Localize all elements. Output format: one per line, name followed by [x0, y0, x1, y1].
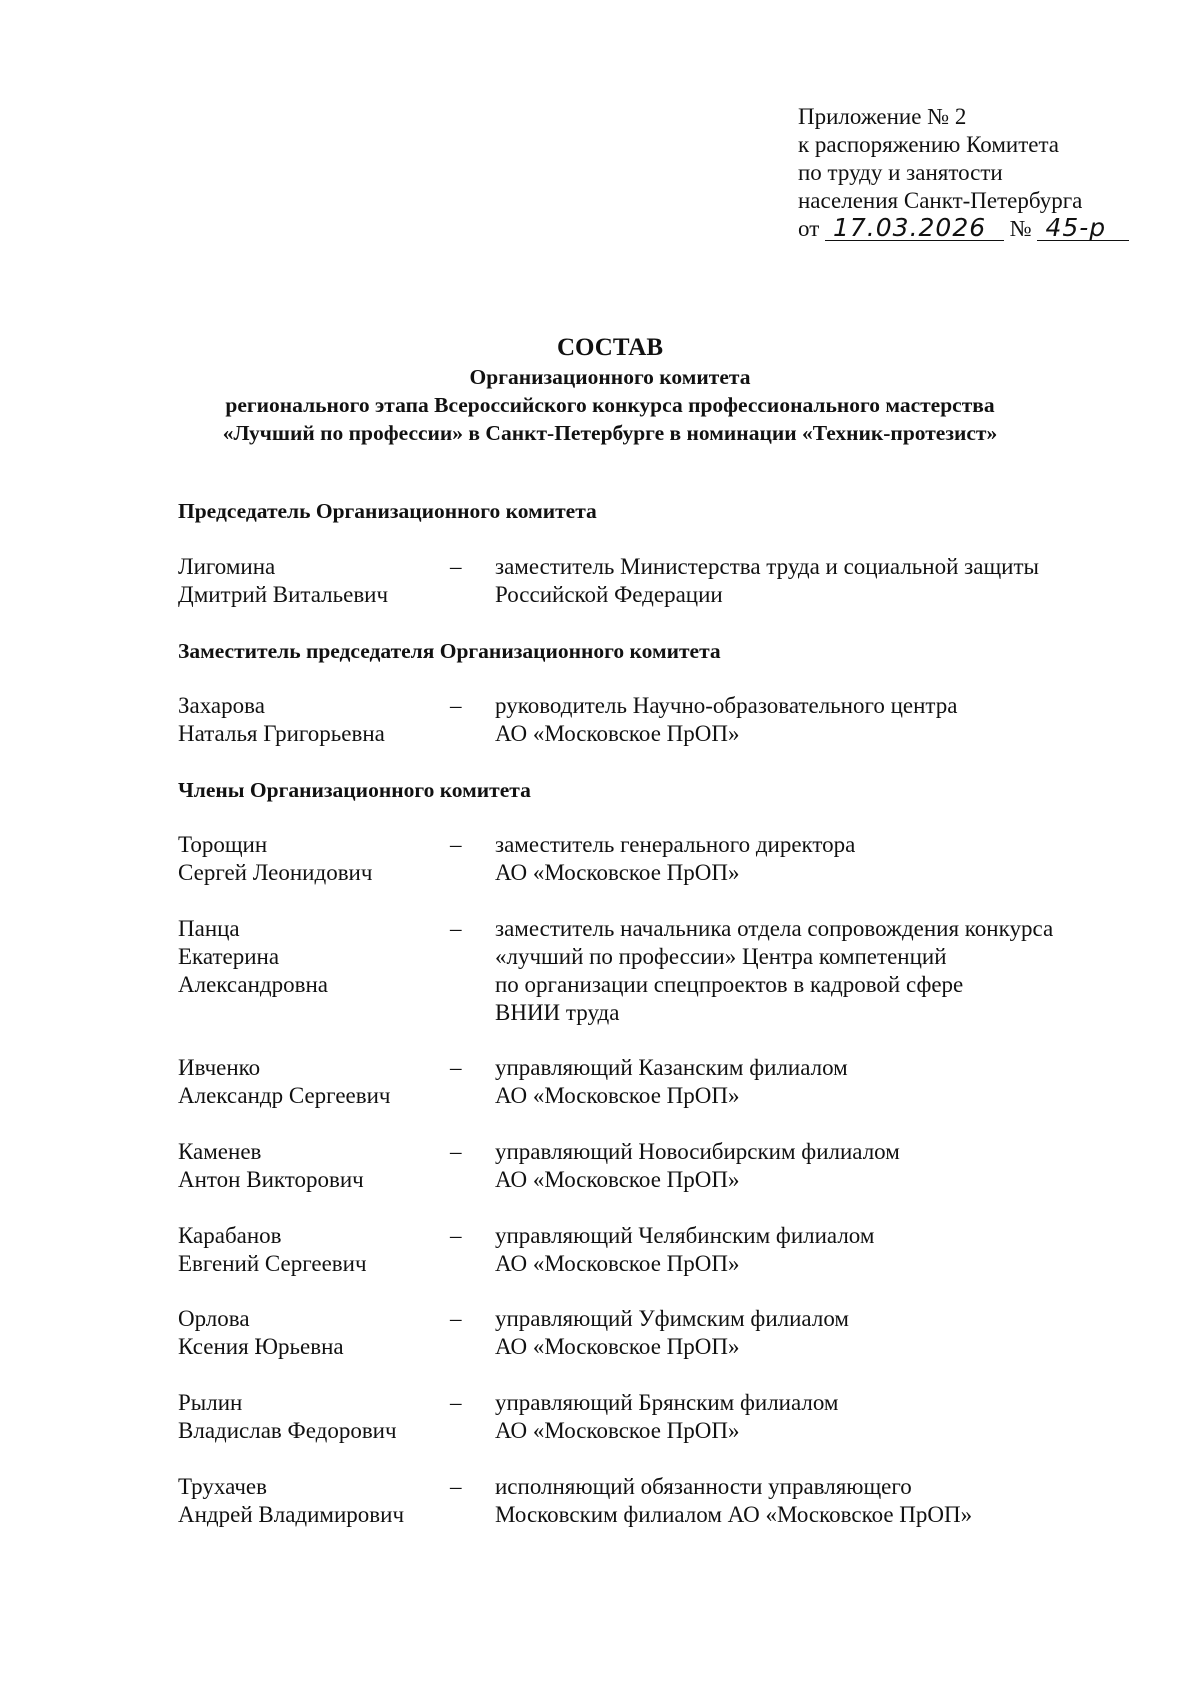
appendix-line: населения Санкт-Петербурга — [798, 188, 1083, 213]
member-position: исполняющий обязанности управляющего Московским филиалом АО «Московское ПрОП» — [495, 1474, 973, 1527]
number-prefix: № — [1009, 216, 1032, 241]
subtitle-line: «Лучший по профессии» в Санкт-Петербурге в номинации «Техник-протезист» — [222, 421, 998, 445]
appendix-line: по труду и занятости — [798, 160, 1003, 185]
member-name: Ивченко Александр Сергеевич — [178, 1055, 391, 1108]
section-title-chairman: Председатель Организационного комитета — [178, 499, 597, 523]
member-position: управляющий Челябинским филиалом АО «Московское ПрОП» — [495, 1223, 875, 1276]
separator-dash: – — [450, 1390, 462, 1415]
member-name: Торощин Сергей Леонидович — [178, 832, 373, 885]
separator-dash: – — [450, 693, 462, 718]
date-prefix: от — [798, 216, 820, 241]
appendix-line: Приложение № 2 — [798, 104, 967, 129]
member-name: Каменев Антон Викторович — [178, 1139, 364, 1192]
member-name: Лигомина Дмитрий Витальевич — [178, 554, 389, 607]
section-title-members: Члены Организационного комитета — [178, 778, 531, 802]
member-position: управляющий Брянским филиалом АО «Московское ПрОП» — [495, 1390, 839, 1443]
document-title: СОСТАВ — [556, 334, 664, 361]
handwritten-date: 17.03.2026 — [825, 216, 1004, 241]
separator-dash: – — [450, 1139, 462, 1164]
member-position: управляющий Новосибирским филиалом АО «Московское ПрОП» — [495, 1139, 900, 1192]
subtitle-line: Организационного комитета — [469, 365, 751, 389]
member-name: Трухачев Андрей Владимирович — [178, 1474, 405, 1527]
member-position: заместитель Министерства труда и социальной защиты Российской Федерации — [495, 554, 1039, 607]
document-subtitle — [150, 363, 1070, 447]
member-position: управляющий Уфимским филиалом АО «Московское ПрОП» — [495, 1306, 849, 1359]
member-name: Захарова Наталья Григорьевна — [178, 693, 385, 746]
separator-dash: – — [450, 554, 462, 579]
member-name: Орлова Ксения Юрьевна — [178, 1306, 344, 1359]
separator-dash: – — [450, 1055, 462, 1080]
separator-dash: – — [450, 916, 462, 941]
separator-dash: – — [450, 1474, 462, 1499]
member-name: Карабанов Евгений Сергеевич — [178, 1223, 367, 1276]
appendix-date-line — [798, 215, 1158, 245]
separator-dash: – — [450, 1306, 462, 1331]
appendix-block — [798, 103, 1158, 245]
member-position: руководитель Научно-образовательного центра АО «Московское ПрОП» — [495, 693, 958, 746]
separator-dash: – — [450, 832, 462, 857]
subtitle-line: регионального этапа Всероссийского конкурса профессионального мастерства — [225, 393, 995, 417]
member-position: заместитель генерального директора АО «Московское ПрОП» — [495, 832, 856, 885]
member-name: Панца Екатерина Александровна — [178, 916, 328, 997]
section-title-deputy: Заместитель председателя Организационного комитета — [178, 639, 721, 663]
member-position: управляющий Казанским филиалом АО «Московское ПрОП» — [495, 1055, 848, 1108]
separator-dash: – — [450, 1223, 462, 1248]
handwritten-number: 45-р — [1037, 216, 1129, 241]
member-name: Рылин Владислав Федорович — [178, 1390, 397, 1443]
member-position: заместитель начальника отдела сопровождения конкурса «лучший по профессии» Центра компетенций по организации спецпроектов в кадровой сфере ВНИИ труда — [495, 916, 1054, 1025]
appendix-line: к распоряжению Комитета — [798, 132, 1059, 157]
